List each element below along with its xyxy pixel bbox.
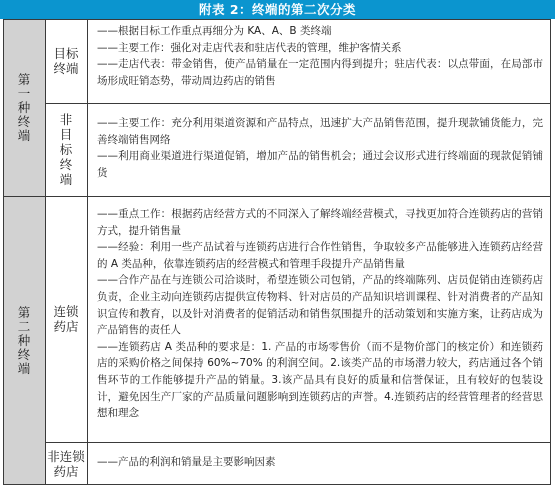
grid-line: [3, 196, 551, 197]
content-line: ——连锁药店 A 类品种的要求是：1. 产品的市场零售价（而不是物价部门的核定价）和连锁药店的采购价格之间保持 60%~70% 的利润空间。2.该类产品的市场潜力较大，药店通过各个销售环节的工作能够提升产品的销量。3.该产品具有良好的质量和信誉保证，且有较好的包装设计，避免因生产厂家的产品质量问题影响到连锁药店的声誉。4.连锁药店的经营管理者的经营思想和理念: [97, 340, 543, 420]
grid-line: [87, 19, 88, 485]
content-line: ——利用商业渠道进行渠道促销，增加产品的销售机会；通过会议形式进行终端面的现款促销铺货: [97, 150, 543, 179]
content-line: ——根据目标工作重点再细分为 KA、A、B 类终端: [97, 25, 332, 37]
content-line: ——走店代表：带金销售，使产品销量在一定范围内得到提升；驻店代表：以点带面，在局部市场形成旺销态势，带动周边药店的销售: [97, 58, 543, 87]
table-title: 附表 2：终端的第二次分类: [0, 0, 555, 19]
sub-label: 目标终端: [53, 46, 79, 76]
classification-table: [3, 19, 551, 485]
sub-label: 非连锁药店: [47, 448, 85, 479]
content-line: ——主要工作：充分利用渠道资源和产品特点，迅速扩大产品销售范围，提升现款铺货能力，完善终端销售网络: [97, 117, 543, 146]
grid-line: [45, 19, 46, 485]
sub-label: 非目标终端: [59, 112, 73, 187]
grid-line: [45, 442, 551, 443]
sub-label: 连锁药店: [53, 304, 79, 334]
content-line: ——经验：利用一些产品试着与连锁药店进行合作性销售，争取较多产品能够进入连锁药店经营的 A 类品种，依靠连锁药店的经营模式和管理手段提升产品销售量: [97, 241, 543, 270]
group-label: 第一种终端: [17, 71, 31, 143]
group-label: 第二种终端: [17, 304, 31, 376]
content-line: ——产品的利润和销量是主要影响因素: [97, 456, 276, 468]
table-border: [3, 19, 551, 485]
content-line: ——合作产品在与连锁公司洽谈时，希望连锁公司包销，产品的终端陈列、店员促销由连锁药店负责，企业主动向连锁药店提供宣传物料、针对店员的产品知识培训课程、针对消费者的产品知识宣传和教育，以及针对消费者的促销活动和销售氛围提升的活动策划和实施方案，让药店成为产品销售的责任人: [97, 274, 543, 337]
content-line: ——主要工作：强化对走店代表和驻店代表的管理，维护客情关系: [97, 41, 402, 54]
content-line: ——重点工作：根据药店经营方式的不同深入了解终端经营模式，寻找更加符合连锁药店的营销方式，提升销售量: [97, 208, 543, 237]
grid-line: [45, 103, 551, 104]
